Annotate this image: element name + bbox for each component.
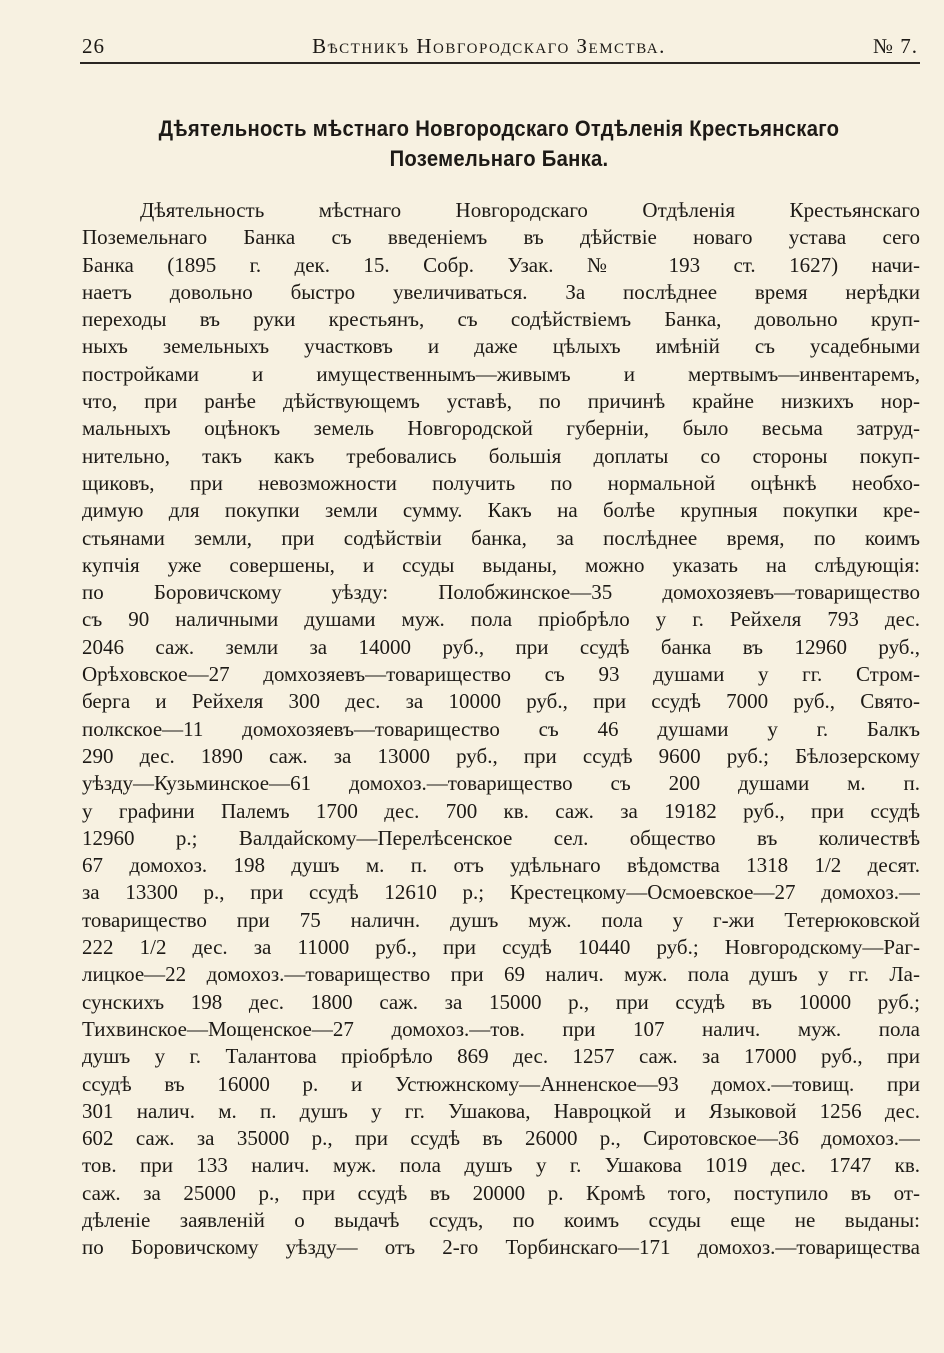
text-line: Банка (1895 г. дек. 15. Собр. Узак. № 193 ст. 1627) начи- — [82, 252, 920, 277]
text-line: щиковъ, при невозможности получить по нормальной оцѣнкѣ необхо- — [82, 470, 920, 495]
text-line: Тихвинское—Мощенское—27 домохоз.—тов. при 107 налич. муж. пола — [82, 1016, 920, 1041]
text-line: сунскихъ 198 дес. 1800 саж. за 15000 р., при ссудѣ въ 10000 руб.; — [82, 989, 920, 1014]
text-line: саж. за 25000 р., при ссудѣ въ 20000 р. Кромѣ того, поступило въ от- — [82, 1180, 920, 1205]
text-line: димую для покупки земли сумму. Какъ на болѣе крупныя покупки кре- — [82, 498, 920, 523]
text-line: 301 налич. м. п. душъ у гг. Ушакова, Навроцкой и Языковой 1256 дес. — [82, 1098, 920, 1123]
text-line: по Боровичскому уѣзду: Полобжинское—35 домохозяевъ—товарищество — [82, 580, 920, 605]
text-line: ныхъ земельныхъ участковъ и даже цѣлыхъ имѣній съ усадебными — [82, 334, 920, 359]
text-line: ссудѣ въ 16000 р. и Устюжнскому—Анненское—93 домох.—товищ. при — [82, 1071, 920, 1096]
article-title: Дѣятельность мѣстнаго Новгородскаго Отдѣленія Крестьянскаго Поземельнаго Банка. — [158, 116, 840, 171]
article-body — [82, 197, 920, 1262]
text-line: Поземельнаго Банка съ введеніемъ въ дѣйствіе новаго устава сего — [82, 225, 920, 250]
text-line: уѣзду—Кузьминское—61 домохоз.—товарищество съ 200 душами м. п. — [82, 771, 920, 796]
text-line: лицкое—22 домохоз.—товарищество при 69 налич. муж. пола душъ у гг. Ла- — [82, 962, 920, 987]
text-line: по Боровичскому уѣзду— отъ 2-го Торбинскаго—171 домохоз.—товарищества — [82, 1235, 920, 1260]
text-line: полкское—11 домохозяевъ—товарищество съ 46 душами у г. Балкъ — [82, 716, 920, 741]
text-line: мальныхъ оцѣнокъ земель Новгородской губерніи, было весьма затруд- — [82, 416, 920, 441]
running-header — [82, 30, 918, 62]
text-line: дѣленіе заявленій о выдачѣ ссудъ, по коимъ ссуды еще не выданы: — [82, 1207, 920, 1232]
text-line: 602 саж. за 35000 р., при ссудѣ въ 26000 р., Сиротовское—36 домохоз.— — [82, 1126, 920, 1151]
text-line: 67 домохоз. 198 душъ м. п. отъ удѣльнаго вѣдомства 1318 1/2 десят. — [82, 853, 920, 878]
header-rule — [80, 62, 920, 64]
text-line: у графини Палемъ 1700 дес. 700 кв. саж. за 19182 руб., при ссудѣ — [82, 798, 920, 823]
text-line: съ 90 наличными душами муж. пола пріобрѣло у г. Рейхеля 793 дес. — [82, 607, 920, 632]
text-line: за 13300 р., при ссудѣ 12610 р.; Крестецкому—Осмоевское—27 домохоз.— — [82, 880, 920, 905]
text-line: берга и Рейхеля 300 дес. за 10000 руб., при ссудѣ 7000 руб., Свято- — [82, 689, 920, 714]
text-line: тов. при 133 налич. муж. пола душъ у г. Ушакова 1019 дес. 1747 кв. — [82, 1153, 920, 1178]
text-line: постройками и имущественнымъ—живымъ и мертвымъ—инвентаремъ, — [82, 361, 920, 386]
text-line: товарищество при 75 наличн. душъ муж. пола у г-жи Тетерюковской — [82, 907, 920, 932]
issue-number: № 7. — [872, 33, 918, 58]
text-line: что, при ранѣе дѣйствующемъ уставѣ, по причинѣ крайне низкихъ нор- — [82, 389, 920, 414]
text-line: Орѣховское—27 домхозяевъ—товарищество съ 93 душами у гг. Стром- — [82, 662, 920, 687]
journal-title: Вѣстникъ Новгородскаго Земства. — [312, 33, 666, 58]
text-line: Дѣятельность мѣстнаго Новгородскаго Отдѣленія Крестьянскаго — [140, 198, 920, 222]
text-line: 290 дес. 1890 саж. за 13000 руб., при ссудѣ 9600 руб.; Бѣлозерскому — [82, 743, 920, 768]
text-line: наетъ довольно быстро увеличиваться. За послѣднее время нерѣдки — [82, 279, 920, 304]
text-line: 12960 р.; Валдайскому—Перелѣсенское сел. общество въ количествѣ — [82, 825, 920, 850]
text-line: 222 1/2 дес. за 11000 руб., при ссудѣ 10440 руб.; Новгородскому—Раг- — [82, 935, 920, 960]
page-number: 26 — [82, 33, 105, 58]
text-line: переходы въ руки крестьянъ, съ содѣйствіемъ Банка, довольно круп- — [82, 307, 920, 332]
text-line: стьянами земли, при содѣйствіи банка, за послѣднее время, по коимъ — [82, 525, 920, 550]
text-line: душъ у г. Талантова пріобрѣло 869 дес. 1257 саж. за 17000 руб., при — [82, 1044, 920, 1069]
text-line: 2046 саж. земли за 14000 руб., при ссудѣ банка въ 12960 руб., — [82, 634, 920, 659]
text-line: купчія уже совершены, и ссуды выданы, можно указать на слѣдующія: — [82, 552, 920, 577]
text-line: нительно, такъ какъ требовались большія доплаты со стороны покуп- — [82, 443, 920, 468]
